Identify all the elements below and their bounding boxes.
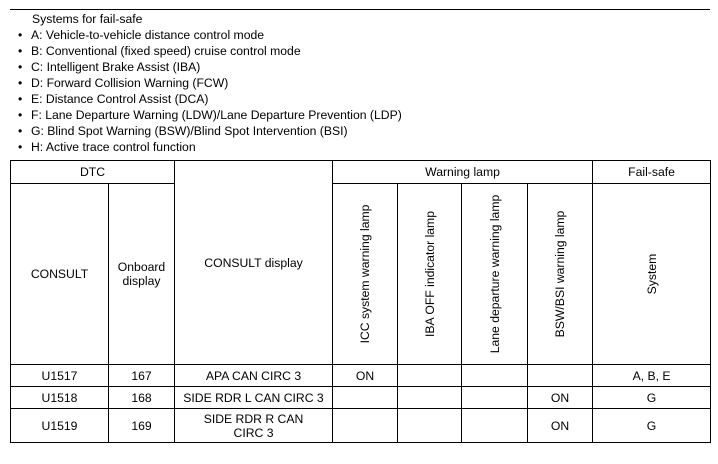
list-item — [16, 27, 402, 43]
list-item — [16, 59, 402, 75]
onboard-display-header — [109, 184, 175, 365]
dtc-table — [10, 160, 711, 443]
system-header-text: System — [644, 253, 659, 295]
system-cell: A, B, E — [593, 365, 711, 387]
icc-lamp-cell: ON — [333, 365, 398, 387]
lane-lamp-cell — [462, 409, 528, 443]
table-row — [11, 387, 711, 409]
top-rule — [10, 9, 710, 10]
list-item-text: H: Active trace control function — [31, 140, 196, 154]
list-item — [16, 43, 402, 59]
bullet-icon: • — [18, 140, 23, 154]
bullet-icon: • — [18, 60, 23, 74]
systems-list — [16, 27, 402, 155]
warning-lamp-group-header: Warning lamp — [333, 161, 593, 184]
consult-cell: U1519 — [11, 409, 109, 443]
lane-lamp-header — [462, 184, 528, 365]
icc-lamp-header — [333, 184, 398, 365]
icc-lamp-cell — [333, 387, 398, 409]
bullet-icon: • — [18, 92, 23, 106]
onboard-cell: 167 — [109, 365, 175, 387]
list-item-text: F: Lane Departure Warning (LDW)/Lane Departure Prevention (LDP) — [31, 108, 402, 122]
bullet-icon: • — [18, 28, 23, 42]
iba-lamp-header — [398, 184, 462, 365]
system-header — [593, 184, 711, 365]
iba-lamp-cell — [398, 365, 462, 387]
consult-cell: U1517 — [11, 365, 109, 387]
bsw-lamp-cell — [528, 365, 593, 387]
list-item — [16, 123, 402, 139]
dtc-group-header: DTC — [11, 161, 175, 184]
lane-lamp-header-text: Lane departure warning lamp — [487, 194, 502, 354]
list-item-text: C: Intelligent Brake Assist (IBA) — [31, 60, 201, 74]
table-row — [11, 365, 711, 387]
bsw-lamp-header-text: BSW/BSI warning lamp — [553, 210, 568, 338]
consult-display-header: CONSULT display — [175, 161, 333, 365]
list-item-text: E: Distance Control Assist (DCA) — [31, 92, 209, 106]
fail-safe-systems-section — [16, 11, 402, 155]
bullet-icon: • — [18, 124, 23, 138]
lane-lamp-cell — [462, 387, 528, 409]
consult-display-cell: SIDE RDR L CAN CIRC 3 — [175, 387, 333, 409]
list-item-text: A: Vehicle-to-vehicle distance control mode — [31, 28, 265, 42]
list-item — [16, 139, 402, 155]
bsw-lamp-cell: ON — [528, 409, 593, 443]
list-item-text: D: Forward Collision Warning (FCW) — [31, 76, 229, 90]
section-title: Systems for fail-safe — [32, 12, 143, 26]
list-item-text: G: Blind Spot Warning (BSW)/Blind Spot Intervention (BSI) — [31, 124, 348, 138]
bsw-lamp-cell: ON — [528, 387, 593, 409]
table-row — [11, 409, 711, 443]
consult-cell: U1518 — [11, 387, 109, 409]
consult-display-cell: SIDE RDR R CAN CIRC 3 — [175, 409, 333, 443]
iba-lamp-cell — [398, 409, 462, 443]
icc-lamp-header-text: ICC system warning lamp — [358, 204, 372, 344]
consult-display-cell: APA CAN CIRC 3 — [175, 365, 333, 387]
bullet-icon: • — [18, 76, 23, 90]
iba-lamp-header-text: IBA OFF indicator lamp — [422, 211, 437, 337]
system-cell: G — [593, 409, 711, 443]
bsw-lamp-header — [528, 184, 593, 365]
system-cell: G — [593, 387, 711, 409]
lane-lamp-cell — [462, 365, 528, 387]
icc-lamp-cell — [333, 409, 398, 443]
onboard-header-line2: display — [122, 274, 161, 288]
onboard-cell: 169 — [109, 409, 175, 443]
list-item — [16, 75, 402, 91]
list-item — [16, 107, 402, 123]
bullet-icon: • — [18, 108, 23, 122]
list-item — [16, 91, 402, 107]
consult-header: CONSULT — [11, 184, 109, 365]
onboard-header-line1: Onboard — [117, 260, 166, 274]
bullet-icon: • — [18, 44, 23, 58]
fail-safe-group-header: Fail-safe — [593, 161, 711, 184]
onboard-cell: 168 — [109, 387, 175, 409]
list-item-text: B: Conventional (fixed speed) cruise control mode — [31, 44, 301, 58]
iba-lamp-cell — [398, 387, 462, 409]
